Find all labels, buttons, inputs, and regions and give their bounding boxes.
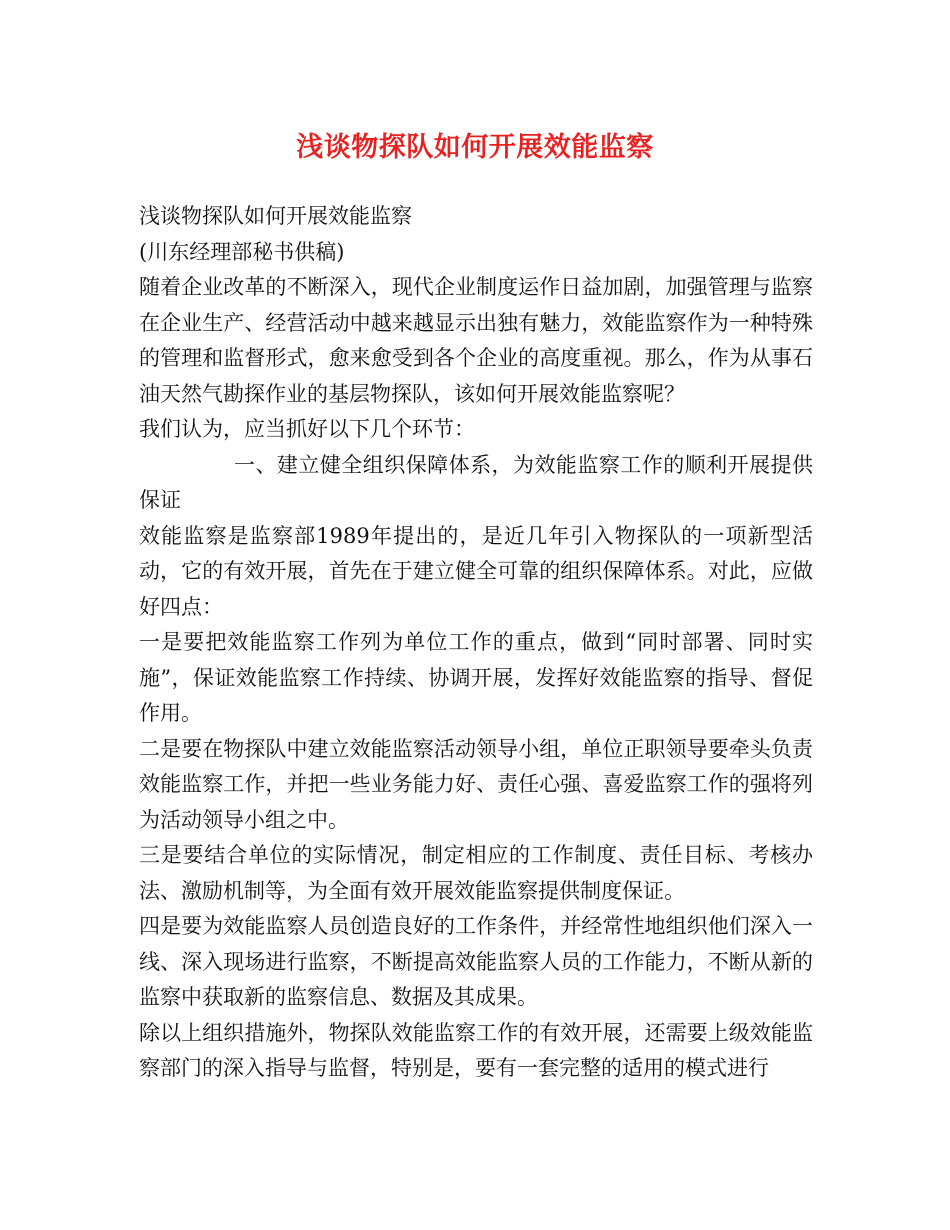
body-paragraph: 四是要为效能监察人员创造良好的工作条件，并经常性地组织他们深入一线、深入现场进行监察，不断提高效能监察人员的工作能力，不断从新的监察中获取新的监察信息、数据及其成果。 [139,914,813,1009]
body-paragraph: 二是要在物探队中建立效能监察活动领导小组，单位正职领导要牵头负责效能监察工作，并把一些业务能力好、责任心强、喜爱监察工作的强将列为活动领导小组之中。 [139,736,813,832]
body-paragraph: 效能监察是监察部1989年提出的，是近几年引入物探队的一项新型活动，它的有效开展，首先在于建立健全可靠的组织保障体系。对此，应做好四点： [139,523,813,619]
body-paragraph: 除以上组织措施外，物探队效能监察工作的有效开展，还需要上级效能监察部门的深入指导与监督，特别是，要有一套完整的适用的模式进行 [139,1020,813,1080]
document-title: 浅谈物探队如何开展效能监察 [296,132,654,163]
intro-paragraph: 随着企业改革的不断深入，现代企业制度运作日益加剧，加强管理与监察在企业生产、经营活动中越来越显示出独有魅力，效能监察作为一种特殊的管理和监督形式，愈来愈受到各个企业的高度重视。那么，作为从事石油天然气勘探作业的基层物探队，该如何开展效能监察呢？ [139,275,813,406]
document-body [139,199,813,1087]
transition-paragraph: 我们认为，应当抓好以下几个环节： [139,417,475,441]
subtitle-paragraph: 浅谈物探队如何开展效能监察 [139,204,412,228]
source-line: (川东经理部秘书供稿) [139,239,345,264]
body-paragraph: 三是要结合单位的实际情况，制定相应的工作制度、责任目标、考核办法、激励机制等，为全面有效开展效能监察提供制度保证。 [139,843,813,903]
section-heading: 一、建立健全组织保障体系，为效能监察工作的顺利开展提供保证 [139,452,813,512]
body-paragraph: 一是要把效能监察工作列为单位工作的重点，做到“同时部署、同时实施”，保证效能监察工作持续、协调开展，发挥好效能监察的指导、督促作用。 [139,630,813,725]
